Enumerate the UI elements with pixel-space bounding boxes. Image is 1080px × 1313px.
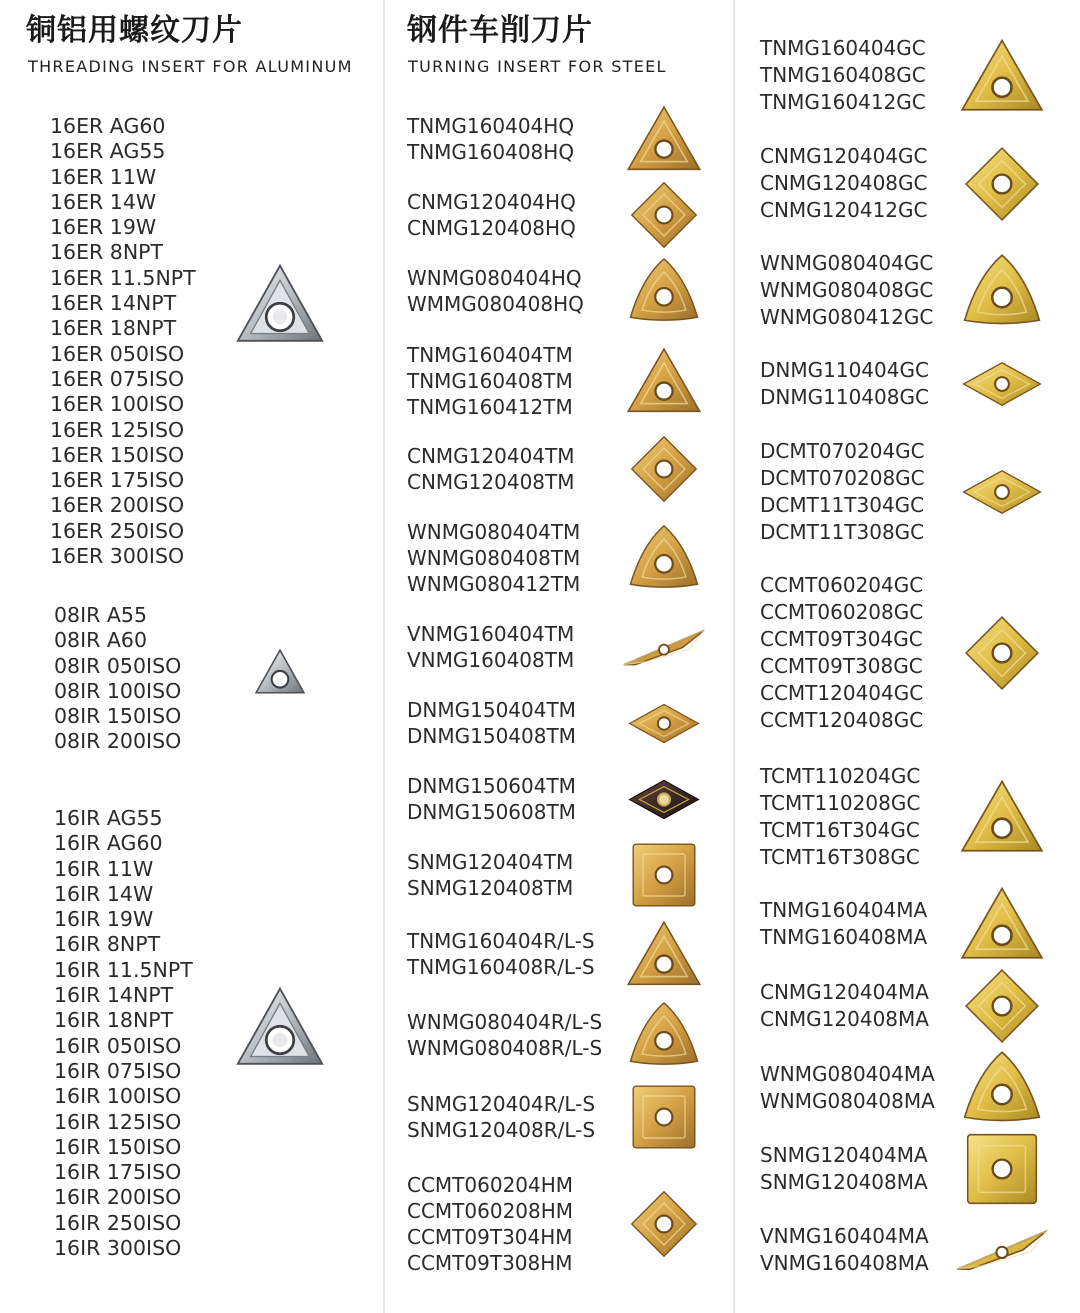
insert-code: 16ER 8NPT: [50, 240, 164, 265]
small-silver-threading-insert-icon: [254, 648, 306, 698]
insert-code: 16IR 14NPT: [54, 983, 174, 1008]
insert-code: CNMG120412GC: [760, 198, 928, 222]
diamond-35-insert-icon: [618, 626, 710, 669]
rhombic-insert-icon: [625, 180, 703, 250]
insert-code-list: [407, 189, 576, 241]
insert-code: 16ER 19W: [50, 215, 157, 240]
insert-code: 16IR 200ISO: [54, 1185, 182, 1210]
insert-code: 16ER 14NPT: [50, 291, 177, 316]
trigon-insert-icon: [625, 256, 703, 326]
insert-code: 16ER 075ISO: [50, 366, 185, 391]
insert-code-list: [407, 113, 574, 165]
insert-code: 16IR 14W: [54, 881, 154, 906]
insert-code: WMMG080408HQ: [407, 292, 584, 316]
insert-code: 16IR 11W: [54, 856, 154, 881]
insert-code: DNMG150604TM: [407, 774, 576, 798]
insert-code: TCMT16T308GC: [760, 845, 920, 869]
insert-code-list: [407, 1172, 573, 1276]
insert-code: SNMG120404R/L-S: [407, 1092, 596, 1116]
insert-code: SNMG120408R/L-S: [407, 1118, 596, 1142]
insert-code-list: [760, 35, 926, 116]
insert-code: CNMG120404TM: [407, 444, 575, 468]
insert-code: CNMG120404GC: [760, 144, 928, 168]
insert-code: CNMG120408GC: [760, 171, 928, 195]
insert-code: WNMG080404MA: [760, 1062, 935, 1086]
insert-code-list: [760, 979, 929, 1033]
insert-code: DNMG110408GC: [760, 385, 929, 409]
insert-code: 08IR 150ISO: [54, 704, 182, 729]
insert-code: WNMG080404TM: [407, 520, 581, 544]
insert-code-list: [407, 697, 576, 749]
trigon-insert-icon: [625, 1000, 703, 1070]
square-insert-icon: [625, 840, 703, 910]
dark-diamond-55-insert-icon: [618, 778, 710, 821]
threading-subtitle: THREADING INSERT FOR ALUMINUM: [28, 57, 353, 76]
insert-code: 16IR 19W: [54, 907, 154, 932]
insert-code-list: [407, 519, 580, 597]
insert-code: SNMG120408MA: [760, 1170, 928, 1194]
insert-code: VNMG160408MA: [760, 1251, 929, 1275]
insert-code-list: [407, 443, 575, 495]
insert-code: CCMT060204HM: [407, 1173, 574, 1197]
square-insert-icon: [625, 1082, 703, 1152]
rhombic-insert-icon: [625, 1189, 703, 1259]
insert-code: 16IR 125ISO: [54, 1109, 182, 1134]
insert-code: CCMT060208GC: [760, 600, 924, 624]
insert-code: 16ER 14W: [50, 189, 157, 214]
insert-code: SNMG120404TM: [407, 850, 574, 874]
insert-code: VNMG160404MA: [760, 1224, 929, 1248]
insert-code-list: [760, 1061, 935, 1115]
rhombic-insert-icon: [958, 967, 1046, 1045]
insert-code: 16ER 300ISO: [50, 544, 185, 569]
insert-code: 16IR 8NPT: [54, 932, 161, 957]
insert-code: CCMT09T304HM: [407, 1225, 573, 1249]
insert-code: WNMG080404HQ: [407, 266, 582, 290]
insert-code: 08IR 100ISO: [54, 678, 182, 703]
insert-code: 16ER 050ISO: [50, 341, 185, 366]
insert-code: WNMG080408GC: [760, 278, 934, 302]
insert-code: TNMG160404MA: [760, 898, 928, 922]
insert-code: 08IR A55: [54, 603, 148, 627]
insert-code: CCMT09T308HM: [407, 1251, 573, 1275]
insert-code: 16IR 300ISO: [54, 1236, 182, 1261]
diamond-55-insert-icon: [951, 468, 1053, 516]
insert-code: 16IR AG60: [54, 831, 163, 856]
insert-code: CCMT120408GC: [760, 708, 924, 732]
insert-code-list: [760, 438, 925, 546]
insert-code-list: [407, 621, 574, 673]
insert-code: SNMG120408TM: [407, 876, 574, 900]
insert-code: CNMG120408MA: [760, 1007, 929, 1031]
insert-code: TNMG160404R/L-S: [407, 929, 595, 953]
insert-code: 16ER 150ISO: [50, 442, 185, 467]
insert-code: WNMG080408MA: [760, 1089, 935, 1113]
insert-code: CNMG120404MA: [760, 980, 929, 1004]
insert-code-list: [760, 143, 928, 224]
insert-code: TCMT110204GC: [760, 764, 921, 788]
insert-code: WNMG080412GC: [760, 305, 934, 329]
insert-code: CNMG120404HQ: [407, 190, 576, 214]
insert-code: CCMT120404GC: [760, 681, 924, 705]
insert-code: 16IR 18NPT: [54, 1008, 174, 1033]
insert-code: DCMT070208GC: [760, 466, 925, 490]
insert-code: 16IR 250ISO: [54, 1210, 182, 1235]
diamond-55-insert-icon: [951, 360, 1053, 408]
rhombic-insert-icon: [958, 614, 1046, 692]
rhombic-insert-icon: [625, 434, 703, 504]
insert-code: 08IR A60: [54, 628, 148, 653]
silver-threading-insert-icon: [234, 985, 326, 1073]
trigon-insert-icon: [958, 1049, 1046, 1127]
insert-code: TNMG160404HQ: [407, 114, 575, 138]
insert-code-list: [407, 928, 595, 980]
triangle-insert-icon: [625, 346, 703, 416]
insert-code-list: [760, 357, 929, 411]
insert-code: 16ER AG60: [50, 114, 166, 138]
insert-code: 16IR 150ISO: [54, 1134, 182, 1159]
insert-code: TNMG160412TM: [407, 395, 573, 419]
threading-group-08ir: [54, 603, 181, 755]
insert-code: CCMT060204GC: [760, 573, 924, 597]
triangle-insert-icon: [958, 778, 1046, 856]
insert-code: TNMG160412GC: [760, 90, 926, 114]
diamond-55-insert-icon: [618, 702, 710, 745]
rhombic-insert-icon: [958, 145, 1046, 223]
insert-code: TNMG160408TM: [407, 369, 573, 393]
insert-code: 16ER 200ISO: [50, 493, 185, 518]
square-insert-icon: [958, 1130, 1046, 1208]
insert-code-list: [407, 1091, 595, 1143]
insert-code: TNMG160408R/L-S: [407, 955, 595, 979]
insert-code: 16IR 175ISO: [54, 1160, 182, 1185]
insert-code: 08IR 200ISO: [54, 729, 182, 754]
insert-code: DCMT11T308GC: [760, 520, 925, 544]
column-divider-left: [383, 0, 385, 1313]
insert-code: TCMT16T304GC: [760, 818, 920, 842]
silver-threading-insert-icon: [234, 262, 326, 350]
insert-code: WNMG080404R/L-S: [407, 1010, 603, 1034]
insert-code-list: [760, 572, 923, 734]
insert-code: VNMG160404TM: [407, 622, 575, 646]
insert-code: 16ER 125ISO: [50, 417, 185, 442]
insert-code: TNMG160408GC: [760, 63, 926, 87]
insert-code: 16IR AG55: [54, 806, 163, 830]
insert-code: DNMG110404GC: [760, 358, 929, 382]
insert-code: DNMG150404TM: [407, 698, 576, 722]
insert-code: 16ER 11W: [50, 164, 157, 189]
insert-code: CCMT09T308GC: [760, 654, 923, 678]
insert-code: WNMG080412TM: [407, 572, 581, 596]
triangle-insert-icon: [625, 104, 703, 174]
insert-code: SNMG120404MA: [760, 1143, 928, 1167]
insert-code: TNMG160408MA: [760, 925, 928, 949]
threading-group-16er: [50, 114, 196, 569]
insert-code: CNMG120408HQ: [407, 216, 576, 240]
insert-code: 16ER 175ISO: [50, 468, 185, 493]
insert-code: VNMG160408TM: [407, 648, 575, 672]
insert-code-list: [760, 1142, 928, 1196]
insert-code: 16IR 11.5NPT: [54, 957, 193, 982]
turning-subtitle: TURNING INSERT FOR STEEL: [408, 57, 667, 76]
insert-code: DCMT11T304GC: [760, 493, 925, 517]
triangle-insert-icon: [625, 919, 703, 989]
insert-code: 16ER 11.5NPT: [50, 265, 196, 290]
insert-code: 16IR 100ISO: [54, 1084, 182, 1109]
triangle-insert-icon: [958, 885, 1046, 963]
diamond-35-insert-icon: [951, 1226, 1053, 1274]
insert-code: WNMG080408R/L-S: [407, 1036, 603, 1060]
insert-code: TNMG160408HQ: [407, 140, 575, 164]
insert-code-list: [407, 773, 576, 825]
insert-code: 16ER AG55: [50, 139, 166, 164]
insert-code-list: [760, 763, 920, 871]
insert-code: DCMT070204GC: [760, 439, 925, 463]
column-divider-right: [733, 0, 735, 1313]
insert-code: DNMG150408TM: [407, 724, 576, 748]
insert-code-list: [760, 897, 927, 951]
insert-code: 08IR 050ISO: [54, 653, 182, 678]
insert-code-list: [760, 250, 933, 331]
insert-code: TNMG160404GC: [760, 36, 926, 60]
insert-code-list: [407, 849, 573, 901]
insert-code-list: [407, 342, 573, 420]
insert-code-list: [760, 1223, 929, 1277]
insert-code: WNMG080408TM: [407, 546, 581, 570]
insert-code: 16ER 100ISO: [50, 392, 185, 417]
insert-code: TCMT110208GC: [760, 791, 921, 815]
insert-code: 16ER 18NPT: [50, 316, 177, 341]
insert-code-list: [407, 1009, 602, 1061]
turning-title: 钢件车削刀片: [407, 13, 593, 48]
insert-code: CNMG120408TM: [407, 470, 575, 494]
insert-code: 16IR 050ISO: [54, 1033, 182, 1058]
insert-code: WNMG080404GC: [760, 251, 934, 275]
trigon-insert-icon: [625, 523, 703, 593]
insert-code: TNMG160404TM: [407, 343, 573, 367]
insert-code-list: [407, 265, 584, 317]
insert-code: CCMT060208HM: [407, 1199, 574, 1223]
trigon-insert-icon: [958, 252, 1046, 330]
threading-group-16ir: [54, 806, 193, 1261]
triangle-insert-icon: [958, 37, 1046, 115]
insert-code: DNMG150608TM: [407, 800, 576, 824]
insert-code: 16IR 075ISO: [54, 1058, 182, 1083]
threading-title: 铜铝用螺纹刀片: [26, 13, 243, 48]
insert-code: 16ER 250ISO: [50, 518, 185, 543]
insert-code: CCMT09T304GC: [760, 627, 923, 651]
